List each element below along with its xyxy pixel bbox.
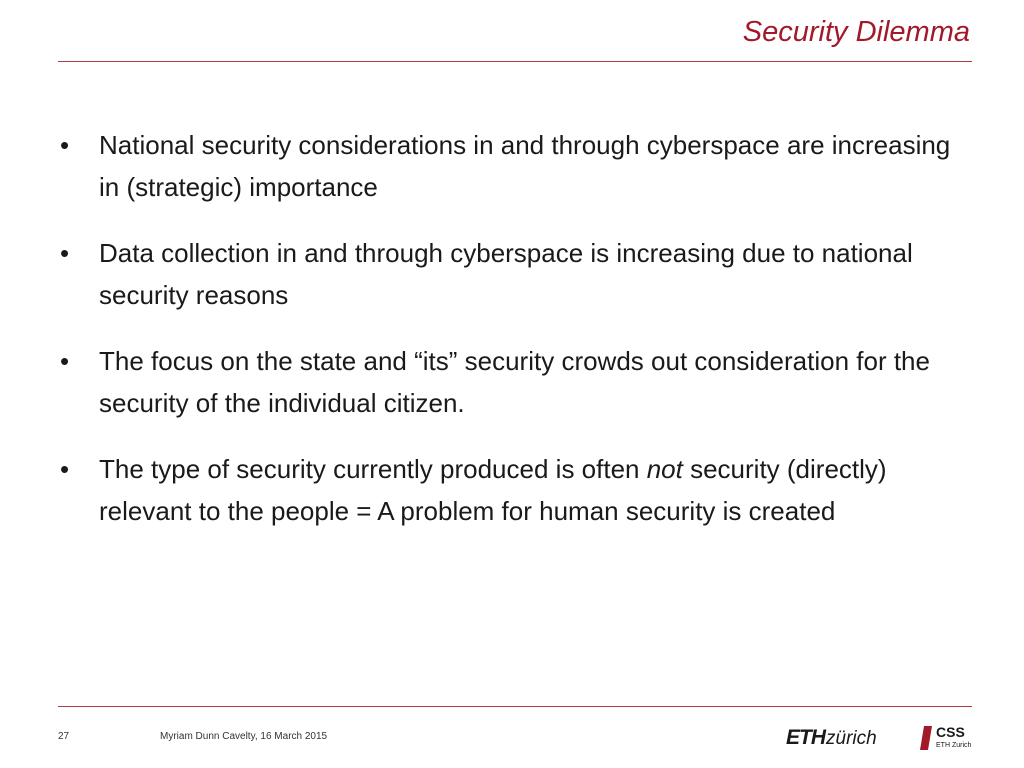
bullet-text: Data collection in and through cyberspace is increasing due to national security reasons	[99, 238, 913, 310]
page-number: 27	[58, 731, 70, 742]
eth-logo-light: zürich	[826, 728, 877, 749]
bullet-dot-icon: •	[60, 238, 70, 268]
slide-title: Security Dilemma	[742, 16, 970, 48]
eth-zurich-logo	[786, 726, 877, 752]
bullet-item	[60, 448, 960, 532]
footer-divider	[58, 706, 972, 707]
bullet-text: The focus on the state and “its” security crowds out consideration for the security of the individual citizen.	[99, 346, 930, 418]
eth-logo-bold: ETH	[786, 726, 825, 749]
bullet-text: The type of security currently produced is often not security (directly) relevant to the people = A problem for human security is created	[99, 454, 887, 526]
bullet-list	[60, 124, 960, 556]
header-divider	[58, 61, 972, 62]
css-logo-subtext: ETH Zurich	[936, 742, 972, 749]
css-logo-mark-icon	[920, 726, 932, 750]
footer-author-date: Myriam Dunn Cavelty, 16 March 2015	[160, 731, 328, 742]
css-logo	[920, 724, 976, 754]
bullet-dot-icon: •	[60, 346, 70, 376]
bullet-item	[60, 340, 960, 424]
bullet-dot-icon: •	[60, 130, 70, 160]
bullet-dot-icon: •	[60, 454, 70, 484]
emphasis-not: not	[646, 454, 683, 484]
bullet-item	[60, 232, 960, 316]
bullet-item	[60, 124, 960, 208]
css-logo-text: CSS	[936, 724, 965, 740]
bullet-text: National security considerations in and through cyberspace are increasing in (strategic) importance	[99, 130, 951, 202]
